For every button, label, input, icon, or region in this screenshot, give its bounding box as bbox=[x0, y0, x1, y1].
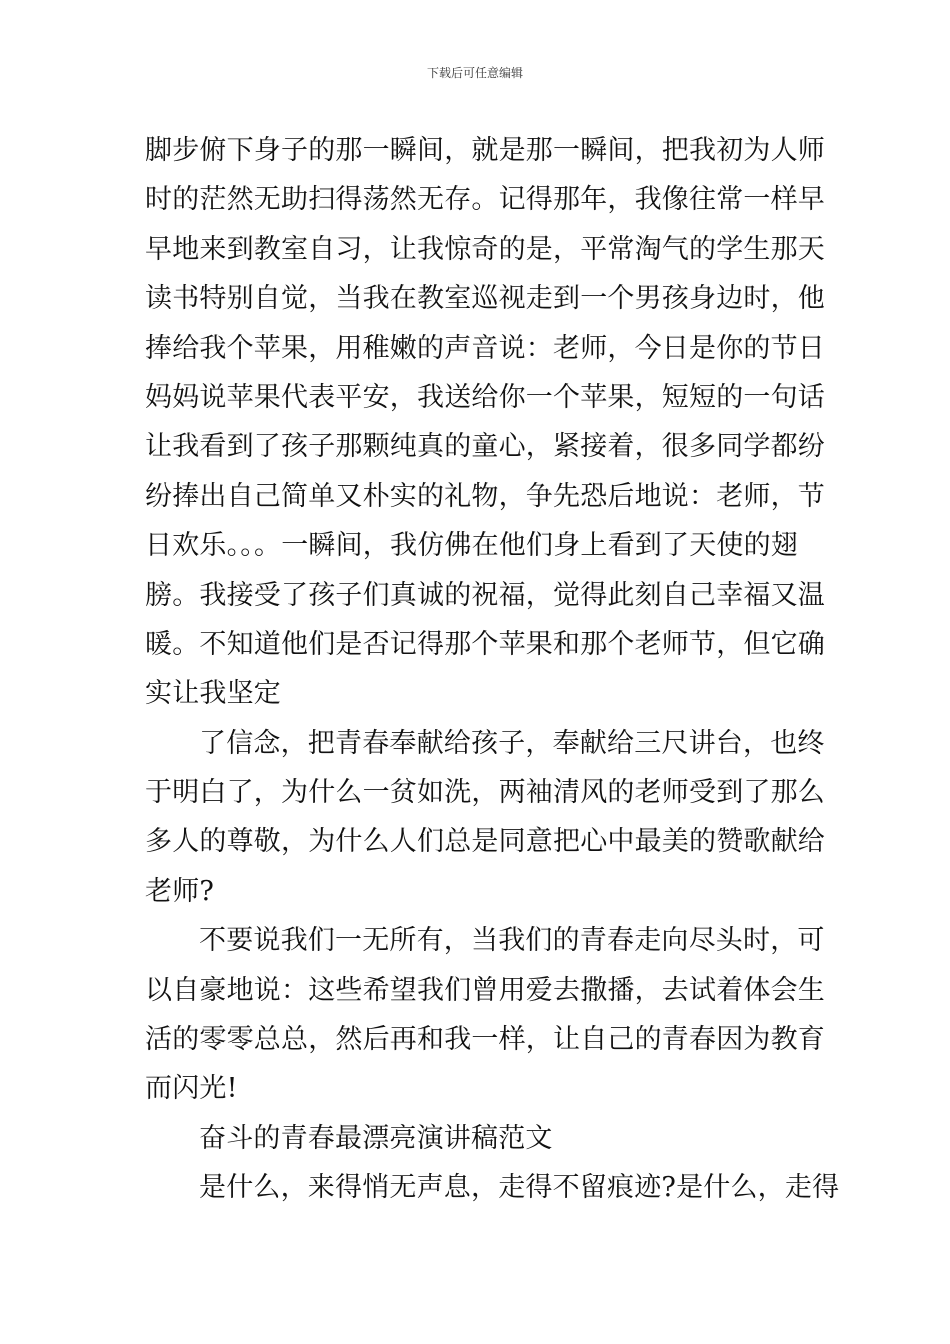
text-line: 时的茫然无助扫得荡然无存。记得那年，我像往常一样早 bbox=[145, 184, 825, 216]
text-line: 妈妈说苹果代表平安，我送给你一个苹果，短短的一句话 bbox=[145, 381, 825, 413]
text-line: 多人的尊敬，为什么人们总是同意把心中最美的赞歌献给 bbox=[145, 826, 825, 858]
text-line: 膀。我接受了孩子们真诚的祝福，觉得此刻自己幸福又温 bbox=[145, 579, 825, 611]
text-line: 实让我坚定 bbox=[145, 678, 281, 710]
text-line: 读书特别自觉，当我在教室巡视走到一个男孩身边时，他 bbox=[145, 283, 825, 315]
header-note: 下载后可任意编辑 bbox=[426, 66, 523, 80]
text-line: 暖。不知道他们是否记得那个苹果和那个老师节，但它确 bbox=[145, 628, 825, 660]
document-body bbox=[145, 126, 840, 1213]
text-line: 纷捧出自己简单又朴实的礼物，争先恐后地说：老师，节 bbox=[145, 480, 825, 512]
text-line: 老师? bbox=[145, 875, 215, 907]
text-line: 日欢乐。。。一瞬间，我仿佛在他们身上看到了天使的翅 bbox=[145, 530, 798, 562]
text-line: 早地来到教室自习，让我惊奇的是，平常淘气的学生那天 bbox=[145, 233, 825, 265]
text-line: 活的零零总总，然后再和我一样，让自己的青春因为教育 bbox=[145, 1024, 825, 1056]
text-line: 于明白了，为什么一贫如洗，两袖清风的老师受到了那么 bbox=[145, 777, 825, 809]
section-title: 奋斗的青春最漂亮演讲稿范文 bbox=[199, 1122, 553, 1154]
paragraph-start: 了信念，把青春奉献给孩子，奉献给三尺讲台，也终 bbox=[199, 727, 825, 759]
text-line: 捧给我个苹果，用稚嫩的声音说：老师，今日是你的节日 bbox=[145, 332, 825, 364]
paragraph-start: 不要说我们一无所有，当我们的青春走向尽头时，可 bbox=[199, 925, 825, 957]
text-line: 脚步俯下身子的那一瞬间，就是那一瞬间，把我初为人师 bbox=[145, 135, 825, 166]
paragraph-start: 是什么，来得悄无声息，走得不留痕迹?是什么，走得 bbox=[199, 1172, 840, 1204]
text-line: 让我看到了孩子那颗纯真的童心，紧接着，很多同学都纷 bbox=[145, 431, 825, 463]
text-line: 以自豪地说：这些希望我们曾用爱去撒播，去试着体会生 bbox=[145, 974, 825, 1006]
text-line: 而闪光! bbox=[145, 1073, 238, 1105]
